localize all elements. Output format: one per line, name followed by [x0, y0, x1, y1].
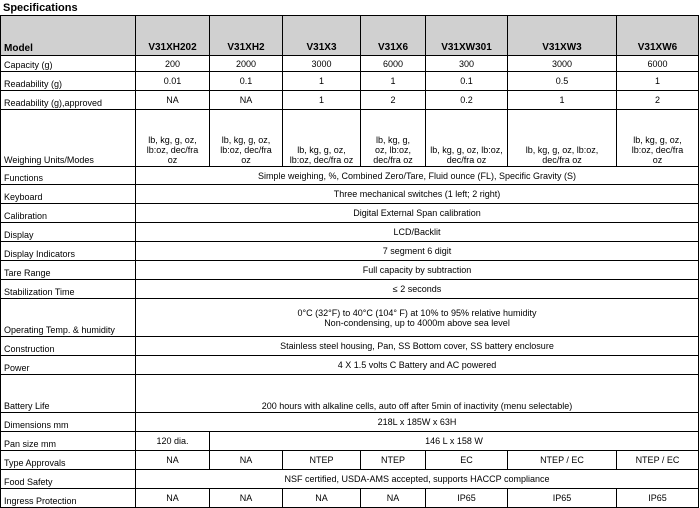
- calibration-row: [1, 204, 699, 223]
- cell-line: lb:oz, dec/fra: [220, 145, 272, 155]
- cell-line: oz: [241, 155, 251, 165]
- cell-value: Simple weighing, %, Combined Zero/Tare, Fluid ounce (FL), Specific Gravity (S): [136, 167, 699, 185]
- cell-value: 218L x 185W x 63H: [136, 413, 699, 432]
- specifications-table: [0, 15, 699, 508]
- cell-value: 1: [283, 91, 361, 110]
- cell-value: 1: [508, 91, 617, 110]
- cell-value: 0.1: [210, 72, 283, 91]
- power-row: [1, 356, 699, 375]
- model-header: V31XW3: [508, 16, 617, 56]
- row-label: Type Approvals: [1, 451, 136, 470]
- model-header: V31XH202: [136, 16, 210, 56]
- cell-line: lb, kg, g,: [375, 135, 411, 145]
- row-label: Keyboard: [1, 185, 136, 204]
- cell-value: [426, 110, 508, 167]
- cell-value: 300: [426, 56, 508, 72]
- row-label: Ingress Protection: [1, 489, 136, 508]
- cell-value: 0.1: [426, 72, 508, 91]
- cell-value: 6000: [361, 56, 426, 72]
- cell-value: 0.01: [136, 72, 210, 91]
- keyboard-row: [1, 185, 699, 204]
- stabilization-row: [1, 280, 699, 299]
- cell-line: lb, kg, g, oz,: [148, 135, 197, 145]
- model-header: V31XH2: [210, 16, 283, 56]
- cell-line: dec/fra oz: [373, 155, 413, 165]
- header-label: Model: [1, 16, 136, 56]
- cell-value: [617, 110, 699, 167]
- cell-value: 200 hours with alkaline cells, auto off after 5min of inactivity (menu selectable): [136, 375, 699, 413]
- row-label: Capacity (g): [1, 56, 136, 72]
- cell-line: lb, kg, g, oz, lb:oz,: [525, 145, 599, 155]
- row-label: Stabilization Time: [1, 280, 136, 299]
- cell-line: dec/fra oz: [446, 155, 487, 165]
- cell-value: 120 dia.: [136, 432, 210, 451]
- readability-row: [1, 72, 699, 91]
- cell-value: 2000: [210, 56, 283, 72]
- type-approvals-row: [1, 451, 699, 470]
- cell-value: NTEP / EC: [508, 451, 617, 470]
- model-header: V31XW6: [617, 16, 699, 56]
- cell-value: NA: [136, 451, 210, 470]
- cell-value: NA: [210, 451, 283, 470]
- readability-approved-row: [1, 91, 699, 110]
- row-label: Pan size mm: [1, 432, 136, 451]
- cell-value: [210, 110, 283, 167]
- cell-value: [136, 299, 699, 337]
- row-label: Display: [1, 223, 136, 242]
- row-label: Readability (g): [1, 72, 136, 91]
- cell-value: NA: [283, 489, 361, 508]
- cell-value: 0.2: [426, 91, 508, 110]
- cell-line: Non-condensing, up to 4000m above sea level: [324, 317, 510, 328]
- cell-value: NA: [361, 489, 426, 508]
- row-label: Construction: [1, 337, 136, 356]
- food-safety-row: [1, 470, 699, 489]
- cell-value: IP65: [426, 489, 508, 508]
- capacity-row: [1, 56, 699, 72]
- model-header: V31XW301: [426, 16, 508, 56]
- cell-value: Stainless steel housing, Pan, SS Bottom cover, SS battery enclosure: [136, 337, 699, 356]
- cell-value: Three mechanical switches (1 left; 2 right): [136, 185, 699, 204]
- cell-value: 2: [361, 91, 426, 110]
- cell-line: lb:oz, dec/fra oz: [289, 155, 354, 165]
- cell-value: NSF certified, USDA-AMS accepted, supports HACCP compliance: [136, 470, 699, 489]
- row-label: Weighing Units/Modes: [1, 110, 136, 167]
- row-label: Operating Temp. & humidity: [1, 299, 136, 337]
- cell-value: NA: [210, 489, 283, 508]
- pan-size-row: [1, 432, 699, 451]
- cell-value: 0.5: [508, 72, 617, 91]
- header-row: [1, 16, 699, 56]
- cell-line: lb:oz, dec/fra: [631, 145, 684, 155]
- cell-value: IP65: [617, 489, 699, 508]
- cell-value: [136, 110, 210, 167]
- cell-line: lb, kg, g, oz,: [221, 135, 271, 145]
- cell-value: NTEP / EC: [617, 451, 699, 470]
- page-title: Specifications: [3, 2, 78, 14]
- cell-value: 1: [361, 72, 426, 91]
- row-label: Food Safety: [1, 470, 136, 489]
- cell-value: [283, 110, 361, 167]
- cell-value: 2: [617, 91, 699, 110]
- cell-value: ≤ 2 seconds: [136, 280, 699, 299]
- cell-line: lb, kg, g, oz,: [633, 135, 682, 145]
- row-label: Tare Range: [1, 261, 136, 280]
- row-label: Display Indicators: [1, 242, 136, 261]
- cell-value: 1: [283, 72, 361, 91]
- cell-line: 0°C (32°F) to 40°C (104° F) at 10% to 95% relative humidity: [297, 307, 537, 318]
- dimensions-row: [1, 413, 699, 432]
- cell-value: Digital External Span calibration: [136, 204, 699, 223]
- functions-row: [1, 167, 699, 185]
- cell-value: NTEP: [283, 451, 361, 470]
- cell-value: 3000: [283, 56, 361, 72]
- tare-range-row: [1, 261, 699, 280]
- construction-row: [1, 337, 699, 356]
- cell-value: IP65: [508, 489, 617, 508]
- ingress-row: [1, 489, 699, 508]
- row-label: Power: [1, 356, 136, 375]
- cell-value: NA: [136, 91, 210, 110]
- cell-line: oz: [167, 155, 178, 165]
- cell-line: oz, lb:oz,: [374, 145, 412, 155]
- cell-value: LCD/Backlit: [136, 223, 699, 242]
- cell-value: 1: [617, 72, 699, 91]
- row-label: Battery Life: [1, 375, 136, 413]
- cell-value: EC: [426, 451, 508, 470]
- cell-value: [508, 110, 617, 167]
- row-label: Dimensions mm: [1, 413, 136, 432]
- row-label: Readability (g),approved: [1, 91, 136, 110]
- model-header: V31X6: [361, 16, 426, 56]
- cell-value: [361, 110, 426, 167]
- cell-line: lb:oz, dec/fra: [146, 145, 199, 155]
- row-label: Calibration: [1, 204, 136, 223]
- cell-value: NA: [136, 489, 210, 508]
- cell-value: 4 X 1.5 volts C Battery and AC powered: [136, 356, 699, 375]
- cell-line: oz: [652, 155, 663, 165]
- battery-life-row: [1, 375, 699, 413]
- cell-value: 7 segment 6 digit: [136, 242, 699, 261]
- row-label: Functions: [1, 167, 136, 185]
- cell-value: 200: [136, 56, 210, 72]
- cell-value: 6000: [617, 56, 699, 72]
- cell-line: dec/fra oz: [542, 155, 582, 165]
- model-header: V31X3: [283, 16, 361, 56]
- cell-line: lb, kg, g, oz,: [297, 145, 346, 155]
- cell-value: NA: [210, 91, 283, 110]
- cell-line: lb, kg, g, oz, lb:oz,: [430, 145, 503, 155]
- cell-value: 146 L x 158 W: [210, 432, 699, 451]
- cell-value: Full capacity by subtraction: [136, 261, 699, 280]
- weighing-units-row: [1, 110, 699, 167]
- display-row: [1, 223, 699, 242]
- cell-value: 3000: [508, 56, 617, 72]
- operating-temp-row: [1, 299, 699, 337]
- cell-value: NTEP: [361, 451, 426, 470]
- display-indicators-row: [1, 242, 699, 261]
